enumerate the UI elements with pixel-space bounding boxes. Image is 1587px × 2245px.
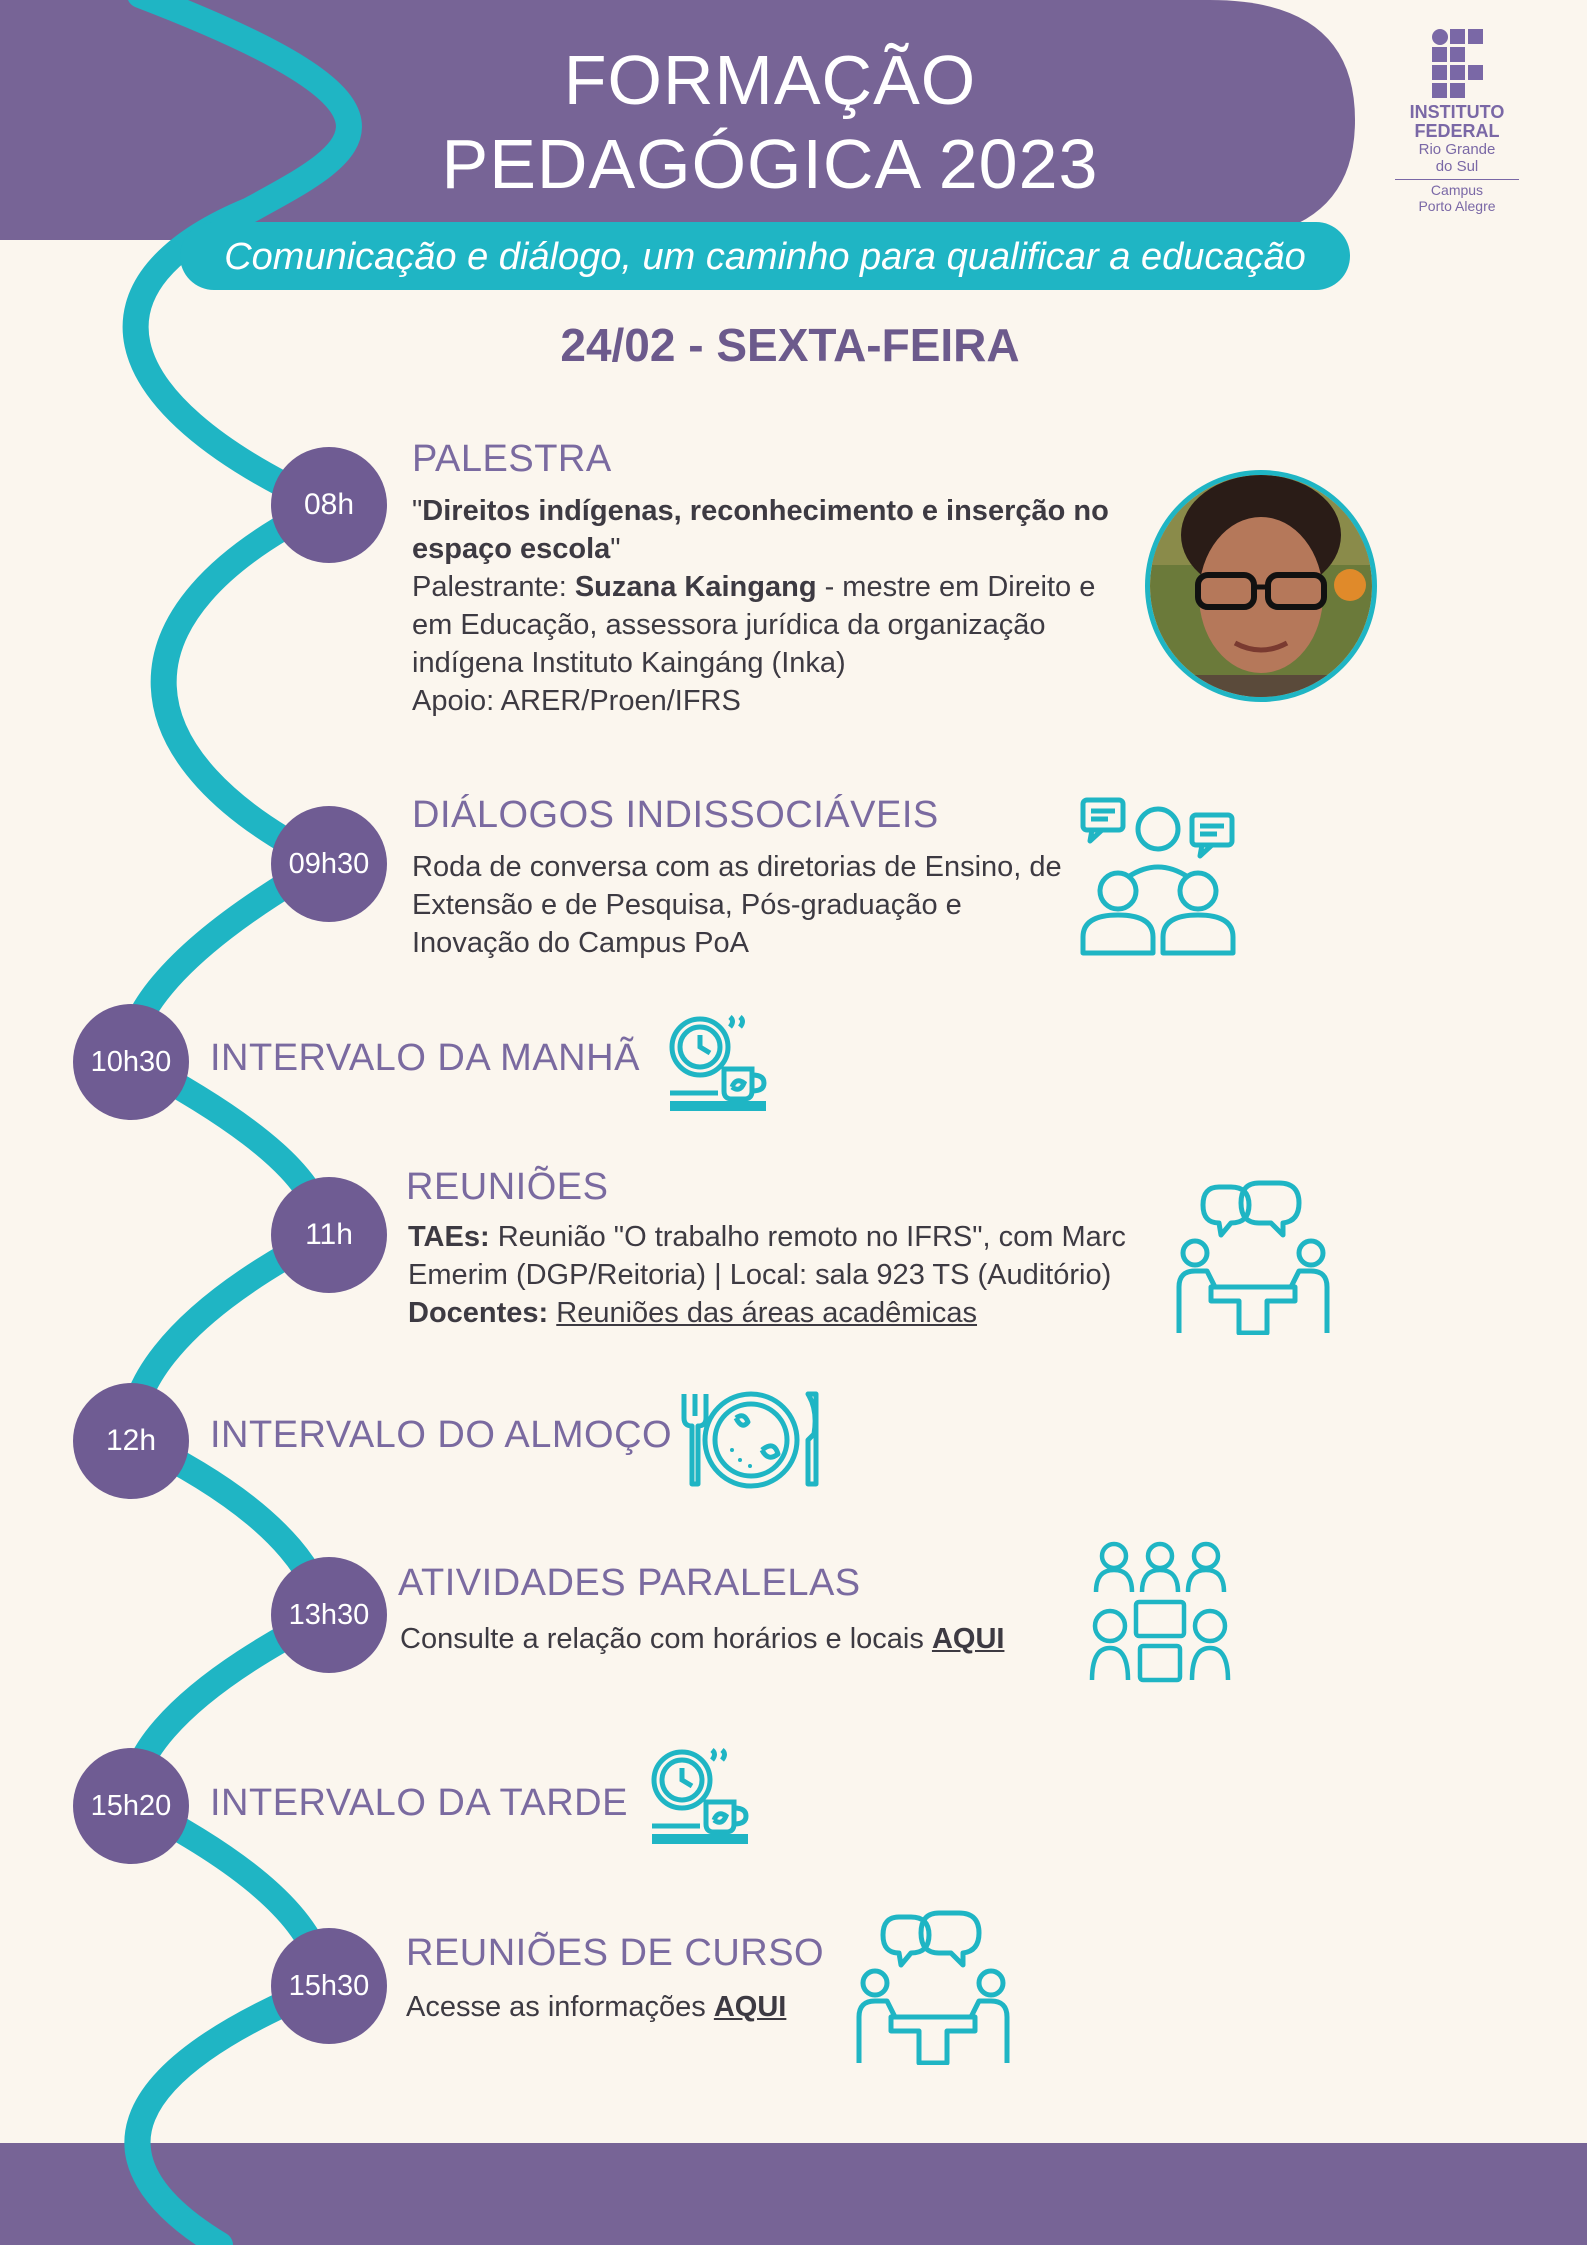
quote-open: " <box>412 495 423 527</box>
time-badge-intervalo-manha: 10h30 <box>73 1004 189 1120</box>
palestra-description <box>412 492 1132 720</box>
coffee-clock-icon <box>650 1748 752 1846</box>
speaker-label: Palestrante: <box>412 571 575 603</box>
heading-reunioes-curso: REUNIÕES DE CURSO <box>406 1932 825 1974</box>
logo-line-4: do Sul <box>1435 158 1479 175</box>
group-people-icon <box>1088 1540 1232 1686</box>
logo-line-3: Rio Grande <box>1418 141 1496 158</box>
time-badge-reunioes: 11h <box>271 1177 387 1293</box>
title-line-1: FORMAÇÃO <box>563 41 977 119</box>
title-line-2: PEDAGÓGICA 2023 <box>441 125 1099 203</box>
dialogos-description: Roda de conversa com as diretorias de Ensino, de Extensão e de Pesquisa, Pós-graduação e Inovação do Campus PoA <box>412 851 1062 959</box>
logo-divider <box>1395 179 1519 180</box>
heading-intervalo-almoco: INTERVALO DO ALMOÇO <box>210 1414 673 1456</box>
heading-intervalo-tarde: INTERVALO DA TARDE <box>210 1782 628 1824</box>
event-date: 24/02 - SEXTA-FEIRA <box>560 319 1020 371</box>
logo-line-1: INSTITUTO <box>1409 102 1505 122</box>
palestra-title: Direitos indígenas, reconhecimento e inserção no espaço escola <box>412 495 1109 565</box>
reunioes-description <box>408 1218 1168 1332</box>
time-badge-atividades: 13h30 <box>271 1557 387 1673</box>
footer-band <box>0 2143 1587 2245</box>
docentes-label: Docentes: <box>408 1297 549 1329</box>
speaker-photo <box>1145 470 1377 702</box>
page-title <box>340 38 1200 206</box>
logo-line-5: Campus <box>1430 182 1484 198</box>
time-badge-dialogos: 09h30 <box>271 806 387 922</box>
meeting-table-icon <box>1175 1175 1331 1335</box>
taes-label: TAEs: <box>408 1221 490 1253</box>
atividades-text: Consulte a relação com horários e locais <box>400 1623 932 1655</box>
heading-palestra: PALESTRA <box>412 438 612 480</box>
heading-reunioes: REUNIÕES <box>406 1166 609 1208</box>
logo-line-6: Porto Alegre <box>1418 198 1496 214</box>
time-badge-intervalo-tarde: 15h20 <box>73 1748 189 1864</box>
time-badge-reunioes-curso: 15h30 <box>271 1928 387 2044</box>
plate-cutlery-icon <box>680 1390 822 1490</box>
if-logo-icon <box>1431 28 1483 98</box>
palestra-support: Apoio: ARER/Proen/IFRS <box>412 685 741 717</box>
atividades-description <box>400 1620 1120 1658</box>
quote-close: " <box>610 533 621 565</box>
speaker-portrait <box>1150 475 1372 697</box>
heading-intervalo-manha: INTERVALO DA MANHÃ <box>210 1037 640 1079</box>
subtitle: Comunicação e diálogo, um caminho para qualificar a educação <box>224 236 1306 278</box>
taes-text: Reunião "O trabalho remoto no IFRS", com Marc Emerim (DGP/Reitoria) | Local: sala 923 TS (Auditório) <box>408 1221 1126 1291</box>
logo-line-2: FEDERAL <box>1414 121 1500 141</box>
conversation-group-icon <box>1078 795 1238 957</box>
docentes-link[interactable]: Reuniões das áreas acadêmicas <box>556 1297 978 1329</box>
speaker-description: - mestre em Direito e em Educação, assessora jurídica da organização indígena Instituto Kaingáng (Inka) <box>412 571 1096 679</box>
heading-atividades: ATIVIDADES PARALELAS <box>398 1562 861 1604</box>
reunioes-curso-text: Acesse as informações <box>406 1991 714 2023</box>
timeline-wave <box>132 0 349 2245</box>
speaker-name: Suzana Kaingang <box>574 571 817 603</box>
coffee-clock-icon <box>668 1015 770 1113</box>
time-badge-palestra: 08h <box>271 447 387 563</box>
institution-logo <box>1395 28 1519 214</box>
time-badge-intervalo-almoco: 12h <box>73 1383 189 1499</box>
atividades-link[interactable]: AQUI <box>931 1623 1005 1655</box>
meeting-table-icon <box>855 1905 1011 2065</box>
reunioes-curso-link[interactable]: AQUI <box>713 1991 787 2023</box>
heading-dialogos: DIÁLOGOS INDISSOCIÁVEIS <box>412 794 939 836</box>
